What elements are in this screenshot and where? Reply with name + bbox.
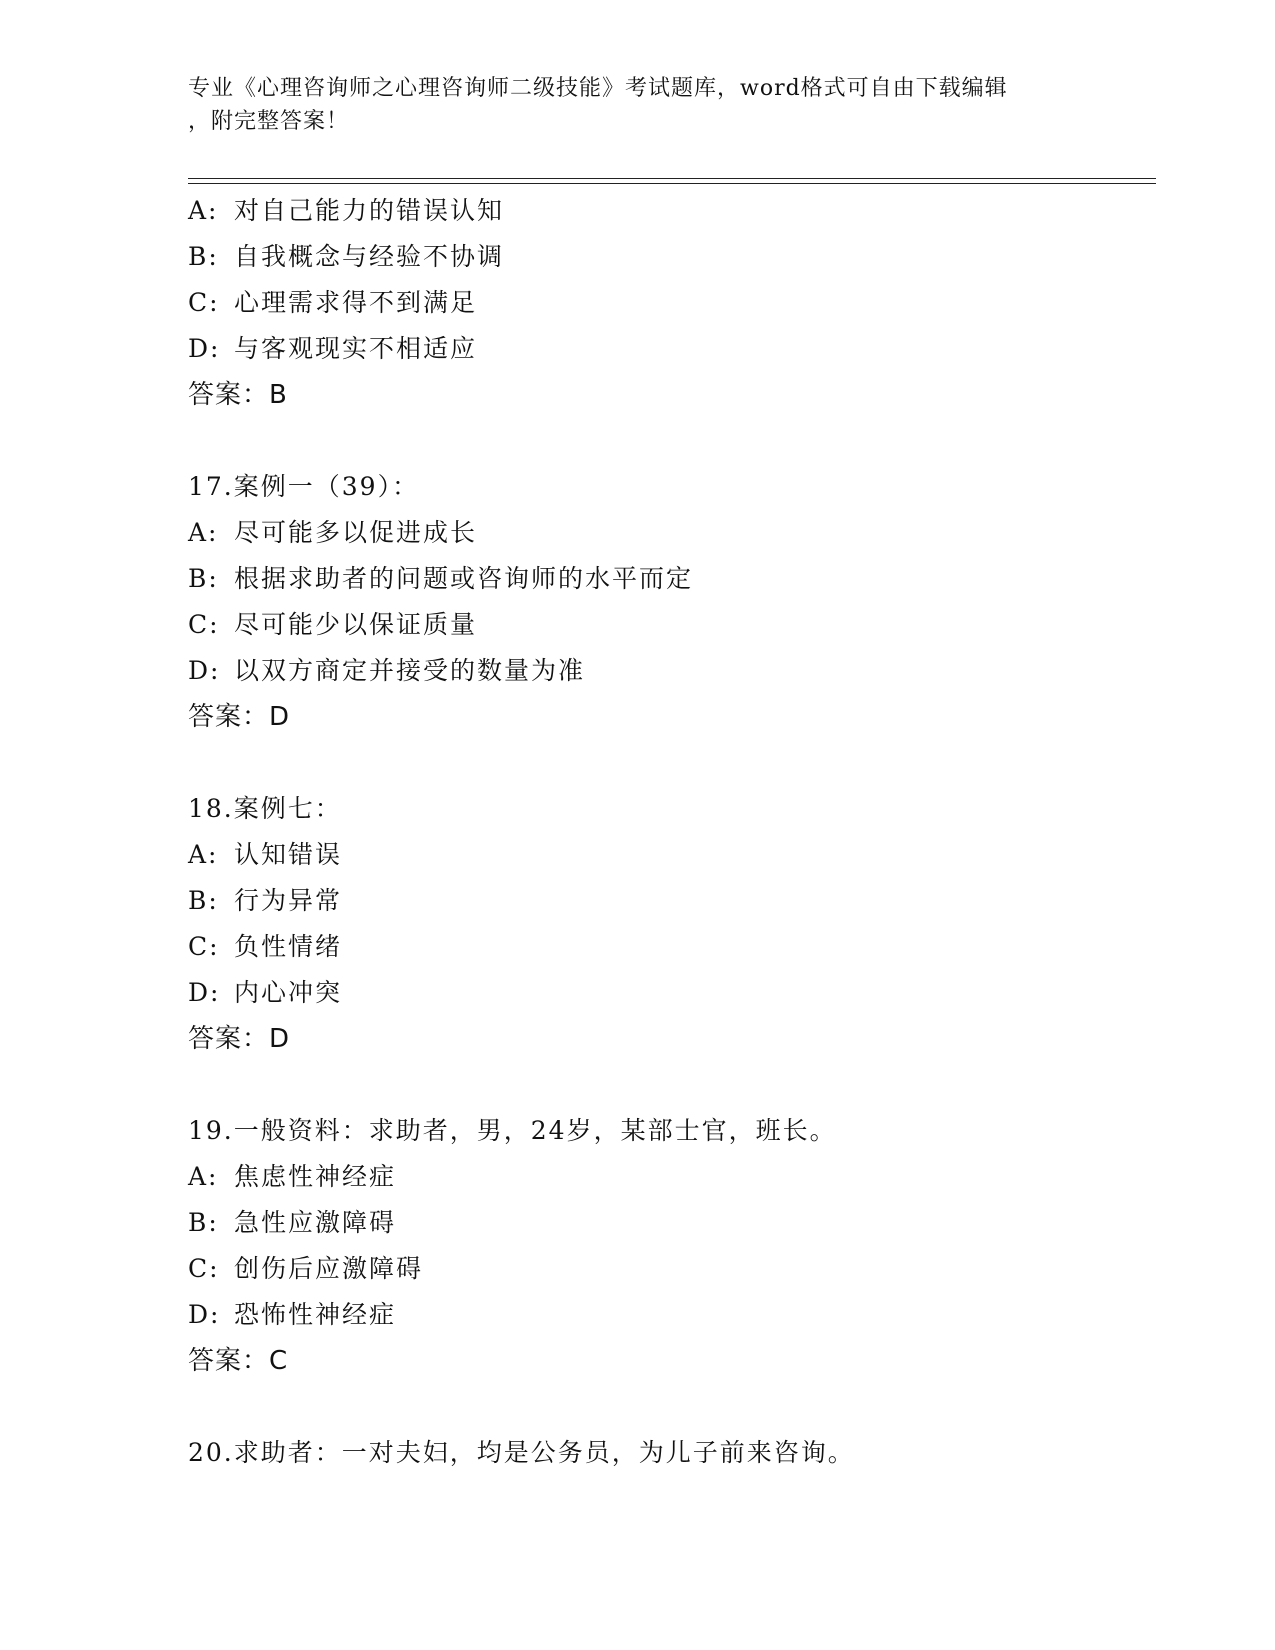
option-c: C: 尽可能少以保证质量: [188, 610, 478, 639]
answer-line: 答案：D: [188, 1024, 291, 1054]
question-title: 20.求助者：一对夫妇，均是公务员，为儿子前来咨询。: [188, 1438, 855, 1467]
header-divider-top: [188, 178, 1156, 179]
answer-line: 答案：B: [188, 380, 288, 410]
question-block-16-continued: [188, 188, 1156, 418]
option-c: C: 心理需求得不到满足: [188, 288, 478, 317]
header-line-2: ，附完整答案！: [188, 109, 350, 134]
option-d: D: 以双方商定并接受的数量为准: [188, 656, 586, 685]
header-divider-bottom: [188, 183, 1156, 184]
question-block-18: [188, 786, 1156, 1062]
question-title: 19.一般资料：求助者，男，24岁，某部士官，班长。: [188, 1116, 837, 1145]
question-block-19: [188, 1108, 1156, 1384]
option-d: D: 内心冲突: [188, 978, 343, 1007]
document-header: [188, 72, 1088, 138]
option-c: C: 创伤后应激障碍: [188, 1254, 424, 1283]
option-a: A: 认知错误: [188, 840, 343, 869]
option-d: D: 与客观现实不相适应: [188, 334, 478, 363]
option-b: B: 行为异常: [188, 886, 343, 915]
answer-line: 答案：D: [188, 702, 291, 732]
header-line-1: 专业《心理咨询师之心理咨询师二级技能》考试题库，word格式可自由下载编辑: [188, 76, 1008, 101]
question-block-20: [188, 1430, 1156, 1476]
question-list: [188, 188, 1156, 1476]
option-b: B: 急性应激障碍: [188, 1208, 397, 1237]
question-block-17: [188, 464, 1156, 740]
option-a: A: 尽可能多以促进成长: [188, 518, 478, 547]
answer-line: 答案：C: [188, 1346, 289, 1376]
option-c: C: 负性情绪: [188, 932, 343, 961]
option-b: B: 自我概念与经验不协调: [188, 242, 505, 271]
question-title: 18.案例七：: [188, 794, 342, 823]
option-a: A: 焦虑性神经症: [188, 1162, 397, 1191]
question-title: 17.案例一（39）：: [188, 472, 420, 501]
option-d: D: 恐怖性神经症: [188, 1300, 397, 1329]
option-a: A: 对自己能力的错误认知: [188, 196, 505, 225]
option-b: B: 根据求助者的问题或咨询师的水平而定: [188, 564, 694, 593]
